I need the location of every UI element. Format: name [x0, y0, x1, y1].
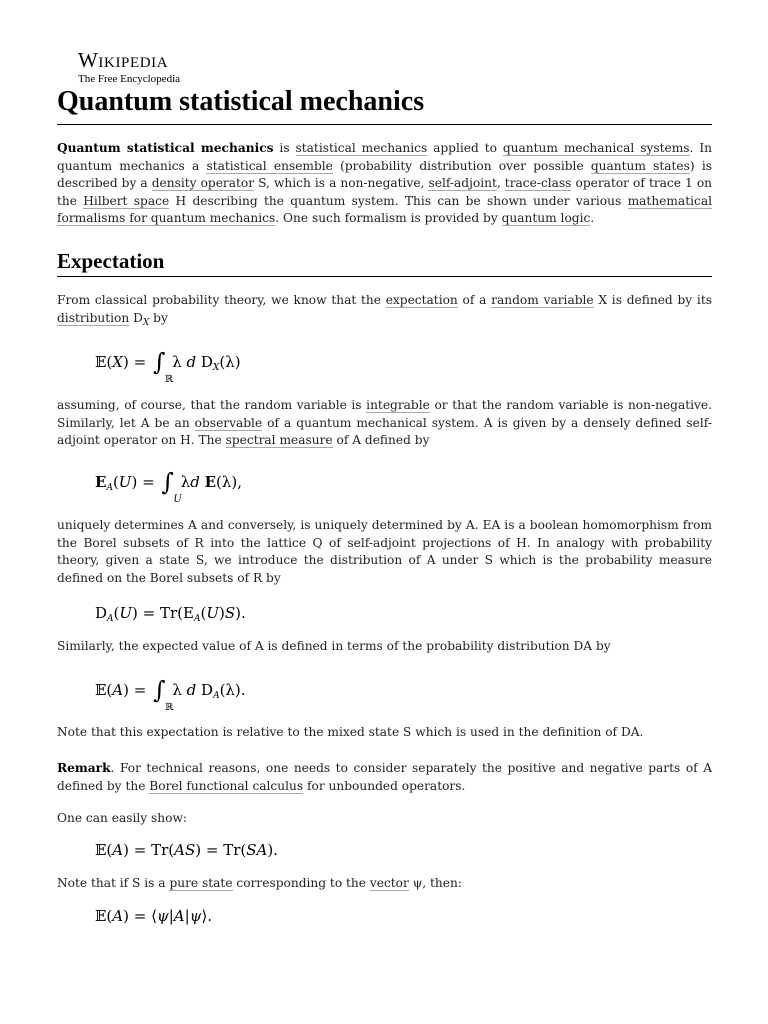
expectation-paragraph-3: uniquely determines A and conversely, is uniquely determined by A. EA is a boolean homomorphism from the Borel subsets of R into the lattice Q of self-adjoint projections of H. In analogy with probability theory, given a state S, we introduce the distribution of A under S which is the probability measure defined on the Borel subsets of R by: [57, 518, 712, 585]
equation-expected-value: 𝔼(A) = ∫ ℝ λ d $D_A(\lambda)$.: [95, 676, 246, 713]
link-expectation[interactable]: expectation: [385, 293, 458, 307]
para-text: X is defined by its: [593, 293, 712, 307]
intro-text: ) is described by a: [57, 158, 713, 190]
remark-paragraph: [57, 760, 712, 795]
title-divider: [57, 124, 712, 125]
expectation-paragraph-8: [57, 875, 712, 893]
para-text: of A defined by: [332, 433, 430, 447]
link-random-variable[interactable]: random variable: [491, 293, 594, 307]
para-text: From classical probability theory, we know that the: [57, 293, 386, 307]
para-text: by: [149, 310, 168, 325]
page-title: Quantum statistical mechanics: [57, 86, 425, 117]
expectation-paragraph-4: Similarly, the expected value of A is defined in terms of the probability distribution DA by: [57, 639, 611, 653]
intro-bold-term: Quantum statistical mechanics: [57, 141, 274, 155]
para-text: of a: [457, 293, 492, 307]
intro-paragraph: [57, 140, 712, 228]
expectation-paragraph-2: [57, 397, 712, 450]
section-heading-expectation: Expectation: [57, 249, 165, 273]
link-statistical-ensemble[interactable]: statistical ensemble: [206, 158, 333, 173]
link-integrable[interactable]: integrable: [366, 398, 430, 412]
equation-pure-state: 𝔼(A) = ⟨ψ|A|ψ⟩.: [95, 907, 213, 925]
link-distribution[interactable]: distribution: [57, 310, 130, 325]
para-text: for unbounded operators.: [303, 778, 466, 793]
link-density-operator[interactable]: density operator: [151, 176, 255, 190]
link-vector[interactable]: vector: [369, 876, 409, 890]
para-text: Note that if S is a: [57, 876, 170, 890]
link-quantum-mechanical-systems[interactable]: quantum mechanical systems: [502, 141, 690, 155]
link-quantum-states[interactable]: quantum states: [590, 158, 690, 173]
link-borel-functional-calculus[interactable]: Borel functional calculus: [149, 778, 304, 793]
intro-text: ,: [496, 176, 505, 190]
intro-text: S, which is a non-negative,: [254, 176, 429, 190]
intro-text: applied to: [427, 141, 503, 155]
logo-tagline: The Free Encyclopedia: [78, 73, 181, 85]
equation-spectral-measure: $E_A(U)$ = ∫ U λd E(λ),: [95, 468, 243, 505]
logo-wordmark: Wikipedia: [78, 48, 169, 72]
link-trace-class[interactable]: trace-class: [504, 176, 572, 190]
link-statistical-mechanics[interactable]: statistical mechanics: [295, 141, 428, 155]
para-text: ψ, then:: [408, 876, 462, 890]
para-text: assuming, of course, that the random variable is: [57, 398, 367, 412]
equation-expectation-classical: 𝔼(X) = ∫ ℝ λ d $D_X(\lambda)$: [95, 348, 241, 385]
intro-text: .: [590, 211, 595, 225]
equation-distribution: $D_A(U) = Tr(E_A(U)S)$.: [95, 604, 246, 624]
intro-text: (probability distribution over possible: [332, 158, 591, 173]
para-text: or that the random variable is non-negative. Similarly, let A be an: [57, 398, 712, 430]
section-divider: [57, 276, 712, 277]
intro-text: operator of trace 1 on the: [57, 176, 712, 208]
link-self-adjoint[interactable]: self-adjoint: [428, 176, 497, 190]
subscript: X: [142, 317, 150, 328]
para-text: . For technical reasons, one needs to consider separately the positive and negative parts of A defined by the: [57, 761, 712, 793]
link-quantum-logic[interactable]: quantum logic: [501, 211, 591, 225]
remark-label: Remark: [57, 761, 111, 775]
intro-text: is: [273, 141, 296, 155]
intro-text: H describing the quantum system. This can be shown under various: [169, 193, 628, 208]
link-observable[interactable]: observable: [194, 415, 263, 430]
expectation-paragraph-7: One can easily show:: [57, 811, 188, 825]
para-text: D: [129, 310, 143, 325]
intro-text: . In quantum mechanics a: [57, 141, 712, 173]
intro-text: . One such formalism is provided by: [275, 211, 502, 225]
expectation-paragraph-5: Note that this expectation is relative to the mixed state S which is used in the definition of DA.: [57, 725, 644, 739]
equation-trace: 𝔼(A) = Tr(AS) = Tr(SA).: [95, 841, 278, 859]
expectation-paragraph-1: [57, 292, 712, 332]
link-mathematical-formalisms[interactable]: mathematical formalisms for quantum mechanics: [57, 193, 712, 225]
wikipedia-logo[interactable]: [78, 49, 180, 85]
link-spectral-measure[interactable]: spectral measure: [225, 433, 333, 447]
link-hilbert-space[interactable]: Hilbert space: [83, 193, 170, 208]
para-text: corresponding to the: [232, 876, 370, 890]
link-pure-state[interactable]: pure state: [169, 876, 233, 890]
para-text: of a quantum mechanical system. A is given by a densely defined self-adjoint operator on H. The: [57, 415, 712, 447]
